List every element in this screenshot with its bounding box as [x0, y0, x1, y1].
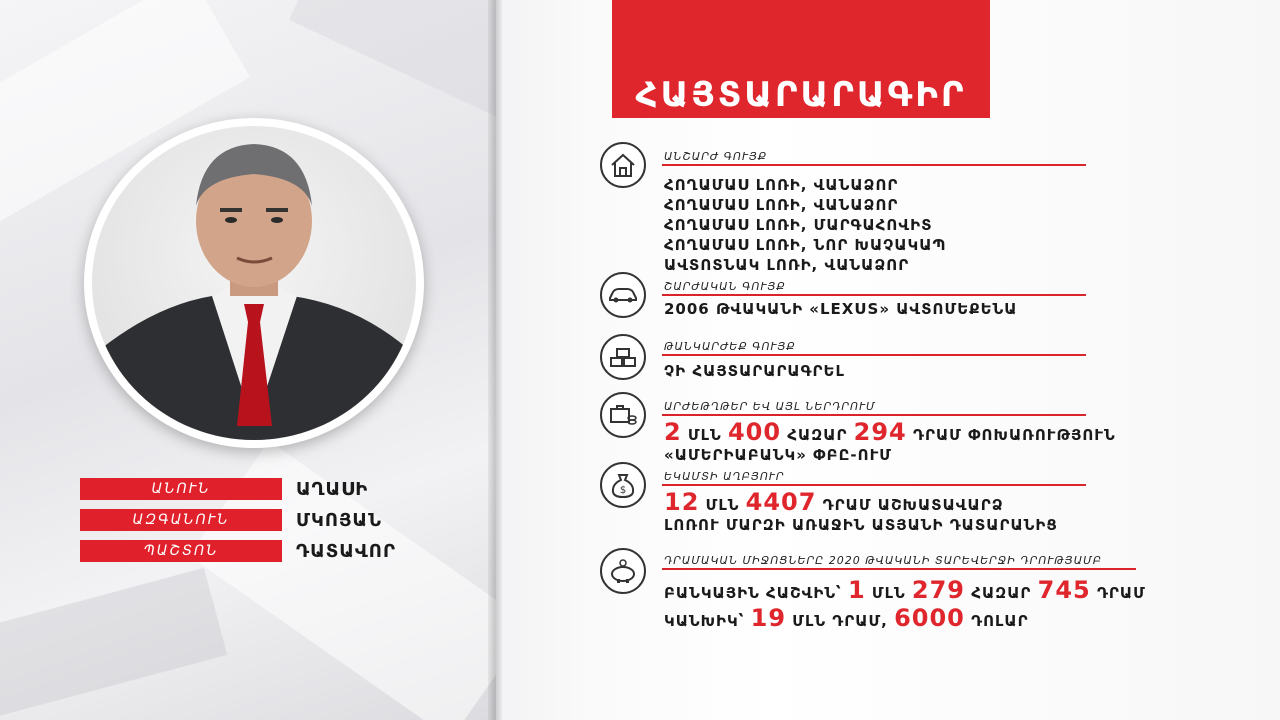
section-label: ԱՐԺԵԹՂԹԵՐ ԵՎ ԱՅԼ ՆԵՐԴՐՈՒՄ	[664, 400, 876, 413]
amount-text: ՄԼՆ	[699, 496, 746, 514]
amount-number: 19	[750, 604, 787, 632]
section-label: ԴՐԱՄԱԿԱՆ ՄԻՋՈՑՆԵՐԸ 2020 ԹՎԱԿԱՆԻ ՏԱՐԵՎԵՐՋԻ ԴՐՈՒԹՅԱՄԲ	[664, 554, 1102, 567]
house-icon	[600, 142, 646, 188]
info-value: ԴԱՏԱՎՈՐ	[296, 540, 396, 562]
amount-number: 745	[1037, 576, 1091, 604]
bg-facet	[0, 568, 227, 720]
section-value: «ԱՄԵՐԻԱԲԱՆԿ» ՓԲԸ-ՈՒՄ	[664, 446, 892, 464]
info-label: ՊԱՇՏՈՆ	[80, 540, 282, 562]
section-rule	[662, 294, 1086, 296]
list-item: ՀՈՂԱՄԱՍ ԼՈՌԻ, ՄԱՐԳԱՀՈՎԻՏ	[664, 216, 933, 234]
section-label: ԱՆՇԱՐԺ ԳՈՒՅՔ	[664, 150, 768, 163]
amount-text: ԿԱՆԽԻԿ՝	[664, 612, 751, 630]
info-row-last-name	[80, 509, 382, 531]
list-item: ՀՈՂԱՄԱՍ ԼՈՌԻ, ՆՈՐ ԽԱՉԱԿԱՊ	[664, 236, 947, 254]
amount-text: ԴՐԱՄ ՓՈԽԱՌՈՒԹՅՈՒՆ	[906, 426, 1116, 444]
info-label: ԱՆՈՒՆ	[80, 478, 282, 500]
securities-amount	[664, 418, 1116, 446]
list-item: ՀՈՂԱՄԱՍ ԼՈՌԻ, ՎԱՆԱՁՈՐ	[664, 176, 899, 194]
section-rule	[662, 484, 1086, 486]
gold-bars-icon	[600, 334, 646, 380]
info-row-position	[80, 540, 396, 562]
amount-number: 6000	[894, 604, 965, 632]
amount-number: 294	[853, 418, 907, 446]
bank-account-amount	[664, 576, 1146, 604]
amount-text: ԴՐԱՄ	[1090, 584, 1146, 602]
section-value: 2006 ԹՎԱԿԱՆԻ «LEXUS» ԱՎՏՈՄԵՔԵՆԱ	[664, 300, 1018, 318]
info-value: ԱՂԱՍԻ	[296, 478, 369, 500]
info-label: ԱԶԳԱՆՈՒՆ	[80, 509, 282, 531]
amount-number: 4407	[745, 488, 817, 516]
amount-text: ՀԱԶԱՐ	[781, 426, 854, 444]
amount-text: ԲԱՆԿԱՅԻՆ ՀԱՇՎԻՆ՝	[664, 584, 848, 602]
section-rule	[662, 414, 1086, 416]
section-value: ՉԻ ՀԱՅՏԱՐԱՐԱԳՐԵԼ	[664, 362, 845, 380]
amount-number: 12	[664, 488, 700, 516]
cash-amount	[664, 604, 1029, 632]
car-icon	[600, 272, 646, 318]
section-label: ԵԿԱՄՏԻ ԱՂԲՅՈՒՐ	[664, 470, 785, 483]
section-rule	[662, 354, 1086, 356]
amount-text: ՄԼՆ	[681, 426, 728, 444]
section-label: ՇԱՐԺԱԿԱՆ ԳՈՒՅՔ	[664, 280, 786, 293]
panel-spine	[488, 0, 502, 720]
section-value: ԼՈՌՈՒ ՄԱՐԶԻ ԱՌԱՋԻՆ ԱՏՅԱՆԻ ԴԱՏԱՐԱՆԻՑ	[664, 516, 1058, 534]
amount-text: ՄԼՆ ԴՐԱՄ,	[786, 612, 895, 630]
list-item: ԱՎՏՈՏՆԱԿ ԼՈՌԻ, ՎԱՆԱՁՈՐ	[664, 256, 910, 274]
info-row-first-name	[80, 478, 368, 500]
portrait-photo	[92, 126, 416, 440]
amount-text: ՀԱԶԱՐ	[965, 584, 1038, 602]
page-title: ՀԱՅՏԱՐԱՐԱԳԻՐ	[635, 75, 967, 115]
section-rule	[662, 164, 1086, 166]
section-rule	[662, 568, 1136, 570]
info-value: ՄԿՈՅԱՆ	[296, 509, 382, 531]
amount-number: 279	[911, 576, 966, 604]
money-bag-icon	[600, 462, 646, 508]
income-amount	[664, 488, 1004, 516]
amount-number: 2	[664, 418, 682, 446]
bg-facet	[289, 0, 496, 130]
amount-text: ԴՈԼԱՐ	[964, 612, 1029, 630]
svg-text:$: $	[619, 485, 627, 496]
amount-number: 400	[727, 418, 782, 446]
portrait-illustration	[92, 126, 416, 440]
amount-number: 1	[847, 576, 866, 604]
list-item: ՀՈՂԱՄԱՍ ԼՈՌԻ, ՎԱՆԱՁՈՐ	[664, 196, 899, 214]
section-label: ԹԱՆԿԱՐԺԵՔ ԳՈՒՅՔ	[664, 340, 796, 353]
briefcase-coins-icon	[600, 392, 646, 438]
piggy-bank-icon	[600, 548, 646, 594]
amount-text: ՄԼՆ	[865, 584, 912, 602]
amount-text: ԴՐԱՄ ԱՇԽԱՏԱՎԱՐՁ	[816, 496, 1004, 514]
